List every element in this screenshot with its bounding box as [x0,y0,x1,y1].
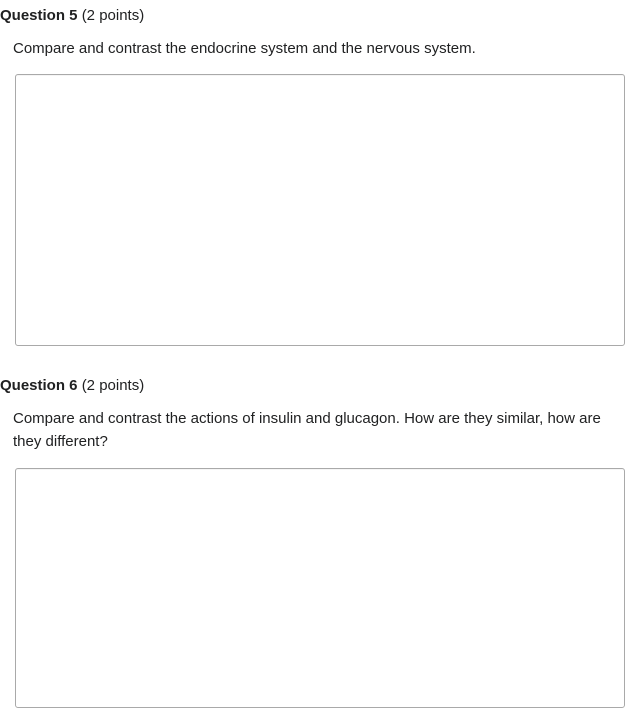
question-6-header [0,376,144,396]
question-5-prompt: Compare and contrast the endocrine system and the nervous system. [13,40,476,57]
question-5-title: Question 5 [0,7,78,24]
question-6-title: Question 6 [0,377,78,394]
question-6-answer-field[interactable] [15,468,625,708]
question-5-points: (2 points) [81,7,145,24]
question-5-answer-field[interactable] [15,74,625,346]
question-5 [0,0,629,350]
question-6-points: (2 points) [81,377,145,394]
question-6 [0,370,629,700]
question-5-header [0,6,144,26]
question-6-prompt: Compare and contrast the actions of insulin and glucagon. How are they similar, how are they different? [13,410,601,450]
